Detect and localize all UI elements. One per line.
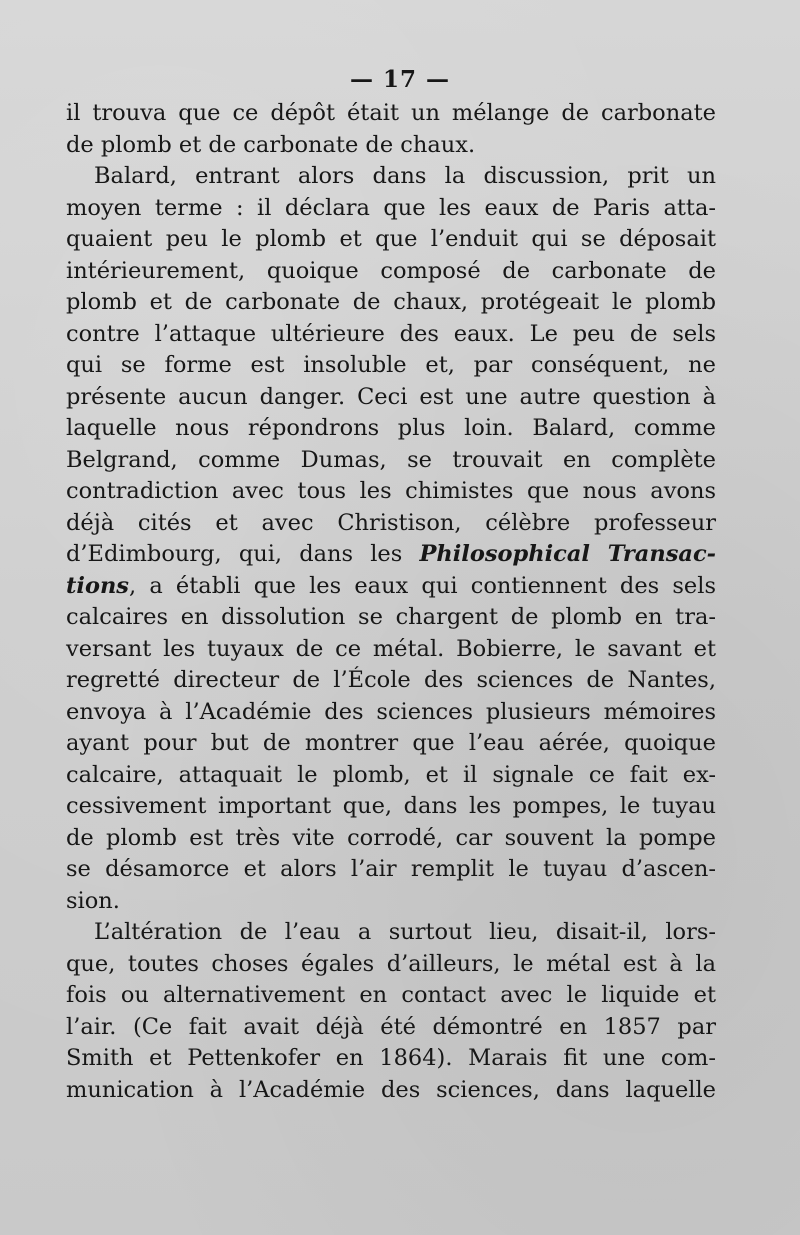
text-line — [66, 854, 716, 886]
text-line — [66, 791, 716, 823]
text-line — [66, 1043, 716, 1075]
text-segment: Belgrand, comme Dumas, se trouvait en complète — [66, 446, 716, 473]
text-segment: quaient peu le plomb et que l’enduit qui se déposait — [66, 226, 716, 252]
text-line — [66, 224, 716, 256]
text-segment: , a établi que les eaux qui contiennent des sels — [128, 572, 716, 599]
text-line — [66, 98, 716, 130]
page-number: — 17 — — [349, 66, 451, 93]
text-segment: plomb et de carbonate de chaux, protégeait le plomb — [66, 289, 716, 315]
text-line — [66, 949, 716, 981]
text-line — [66, 382, 716, 414]
text-segment: moyen terme : il déclara que les eaux de Paris atta- — [66, 194, 716, 221]
text-line — [66, 350, 716, 382]
text-segment: ayant pour but de montrer que l’eau aérée, quoique — [66, 730, 716, 756]
text-segment: que, toutes choses égales d’ailleurs, le métal est à la — [66, 950, 716, 977]
text-line — [66, 445, 716, 477]
text-line — [66, 1012, 716, 1044]
text-line — [66, 980, 716, 1012]
text-segment: d’Edimbourg, qui, dans les — [66, 541, 420, 567]
text-line — [66, 161, 716, 193]
text-line — [66, 539, 716, 571]
text-segment: déjà cités et avec Christison, célèbre professeur — [66, 509, 716, 536]
body-text — [66, 98, 716, 1106]
text-line — [66, 256, 716, 288]
text-segment: envoya à l’Académie des sciences plusieurs mémoires — [66, 698, 716, 725]
text-line — [66, 571, 716, 603]
text-line — [66, 886, 716, 918]
text-segment: Balard, entrant alors dans la discussion, prit un — [94, 163, 716, 189]
text-line — [66, 634, 716, 666]
text-line — [66, 760, 716, 792]
text-segment: L’altération de l’eau a surtout lieu, disait-il, lors- — [94, 919, 716, 945]
text-line — [66, 665, 716, 697]
text-line — [66, 413, 716, 445]
text-segment: fois ou alternativement en contact avec le liquide et — [66, 982, 716, 1008]
italic-text: Philosophical Transac- — [419, 541, 716, 567]
text-line — [66, 823, 716, 855]
text-segment: cessivement important que, dans les pompes, le tuyau — [66, 793, 716, 819]
text-segment: sion. — [66, 887, 120, 914]
text-line — [66, 728, 716, 760]
text-line — [66, 476, 716, 508]
text-line — [66, 697, 716, 729]
text-segment: il trouva que ce dépôt était un mélange de carbonate — [66, 100, 716, 126]
text-segment: qui se forme est insoluble et, par conséquent, ne — [66, 352, 716, 378]
text-segment: de plomb et de carbonate de chaux. — [66, 131, 476, 158]
text-line — [66, 508, 716, 540]
text-segment: contradiction avec tous les chimistes que nous avons — [66, 478, 716, 504]
text-segment: laquelle nous répondrons plus loin. Balard, comme — [66, 415, 716, 441]
text-segment: Smith et Pettenkofer en 1864). Marais fit une com- — [66, 1045, 716, 1071]
text-line — [66, 130, 716, 162]
text-line — [66, 1075, 716, 1107]
text-segment: versant les tuyaux de ce métal. Bobierre, le savant et — [66, 635, 716, 662]
text-line — [66, 602, 716, 634]
text-line — [66, 193, 716, 225]
text-segment: calcaire, attaquait le plomb, et il signale ce fait ex- — [66, 761, 716, 788]
italic-text: tions — [66, 572, 129, 599]
text-line — [66, 287, 716, 319]
text-segment: munication à l’Académie des sciences, dans laquelle — [66, 1076, 716, 1103]
text-line — [66, 917, 716, 949]
text-segment: regretté directeur de l’École des sciences de Nantes, — [66, 667, 716, 693]
text-line — [66, 319, 716, 351]
text-segment: intérieurement, quoique composé de carbonate de — [66, 257, 716, 284]
text-segment: calcaires en dissolution se chargent de plomb en tra- — [66, 604, 716, 630]
text-segment: présente aucun danger. Ceci est une autre question à — [66, 383, 716, 410]
text-segment: se désamorce et alors l’air remplit le tuyau d’ascen- — [66, 856, 716, 882]
text-segment: l’air. (Ce fait avait déjà été démontré en 1857 par — [66, 1013, 716, 1040]
text-segment: de plomb est très vite corrodé, car souvent la pompe — [66, 824, 716, 851]
text-segment: contre l’attaque ultérieure des eaux. Le peu de sels — [66, 320, 716, 347]
